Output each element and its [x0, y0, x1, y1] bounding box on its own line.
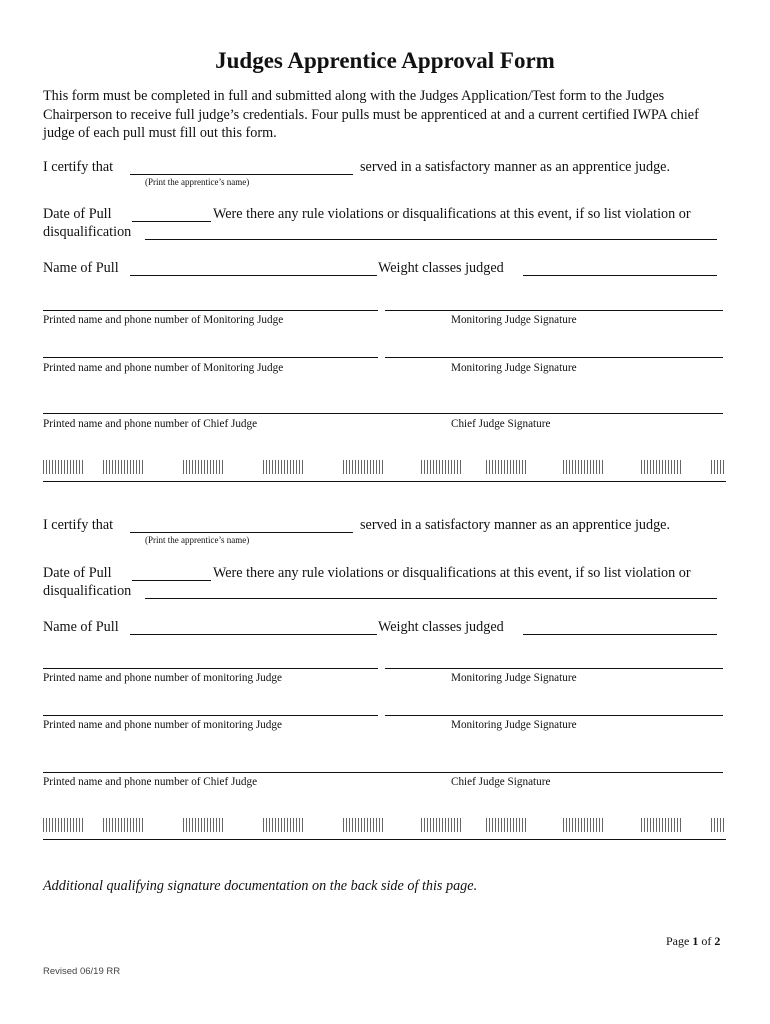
chief-judge-field[interactable]: [43, 413, 723, 414]
page-title: Judges Apprentice Approval Form: [215, 48, 555, 73]
name-of-pull-label: Name of Pull: [43, 260, 119, 276]
monitor1-name-label: Printed name and phone number of Monitoring Judge: [43, 314, 284, 326]
page-total: 2: [714, 934, 721, 948]
monitor2-signature-field[interactable]: [385, 715, 723, 716]
page-prefix: Page: [666, 934, 690, 948]
section-divider: [43, 839, 726, 840]
monitor2-name-label: Printed name and phone number of monitoring Judge: [43, 719, 282, 731]
name-of-pull-field[interactable]: [130, 275, 377, 276]
print-name-hint: (Print the apprentice’s name): [145, 535, 250, 545]
date-of-pull-field[interactable]: [132, 580, 211, 581]
disqualification-label: disqualification: [43, 224, 132, 240]
chief-name-label: Printed name and phone number of Chief Judge: [43, 776, 258, 788]
monitor1-signature-field[interactable]: [385, 310, 723, 311]
weight-classes-label: Weight classes judged: [378, 619, 504, 635]
chief-judge-field[interactable]: [43, 772, 723, 773]
section-divider: [43, 481, 726, 482]
monitor2-name-field[interactable]: [43, 715, 378, 716]
monitor2-signature-label: Monitoring Judge Signature: [451, 362, 577, 374]
name-of-pull-field[interactable]: [130, 634, 377, 635]
disqualification-field[interactable]: [145, 598, 717, 599]
certify-suffix: served in a satisfactory manner as an apprentice judge.: [360, 159, 671, 175]
monitor1-signature-field[interactable]: [385, 668, 723, 669]
date-of-pull-label: Date of Pull: [43, 206, 112, 222]
certify-suffix: served in a satisfactory manner as an apprentice judge.: [360, 517, 671, 533]
certify-prefix: I certify that: [43, 159, 114, 175]
cut-line-decoration: [43, 818, 726, 832]
monitor1-name-field[interactable]: [43, 310, 378, 311]
page-of: of: [701, 934, 712, 948]
date-of-pull-label: Date of Pull: [43, 565, 112, 581]
name-of-pull-label: Name of Pull: [43, 619, 119, 635]
apprentice-name-field[interactable]: [130, 174, 353, 175]
weight-classes-label: Weight classes judged: [378, 260, 504, 276]
date-of-pull-field[interactable]: [132, 221, 211, 222]
revision-note: Revised 06/19 RR: [43, 966, 121, 977]
certify-prefix: I certify that: [43, 517, 114, 533]
monitor2-signature-field[interactable]: [385, 357, 723, 358]
chief-signature-label: Chief Judge Signature: [451, 418, 551, 430]
intro-paragraph: This form must be completed in full and submitted along with the Judges Application/Test form to the Judges Chairperson to receive full judge’s credentials. Four pulls must be apprenticed at and a current certified IWPA chief judge of each pull must fill out this form.: [43, 88, 699, 141]
violations-question: Were there any rule violations or disqualifications at this event, if so list violation or: [213, 206, 691, 222]
chief-name-label: Printed name and phone number of Chief Judge: [43, 418, 258, 430]
monitor2-name-field[interactable]: [43, 357, 378, 358]
monitor2-signature-label: Monitoring Judge Signature: [451, 719, 577, 731]
apprentice-name-field[interactable]: [130, 532, 353, 533]
chief-signature-label: Chief Judge Signature: [451, 776, 551, 788]
page-current: 1: [692, 934, 699, 948]
disqualification-field[interactable]: [145, 239, 717, 240]
monitor1-name-label: Printed name and phone number of monitoring Judge: [43, 672, 282, 684]
weight-classes-field[interactable]: [523, 634, 717, 635]
monitor2-name-label: Printed name and phone number of Monitoring Judge: [43, 362, 284, 374]
monitor1-signature-label: Monitoring Judge Signature: [451, 314, 577, 326]
additional-documentation-note: Additional qualifying signature documentation on the back side of this page.: [43, 878, 478, 894]
page-number: [666, 934, 720, 949]
violations-question: Were there any rule violations or disqualifications at this event, if so list violation or: [213, 565, 691, 581]
weight-classes-field[interactable]: [523, 275, 717, 276]
disqualification-label: disqualification: [43, 583, 132, 599]
print-name-hint: (Print the apprentice’s name): [145, 177, 250, 187]
monitor1-signature-label: Monitoring Judge Signature: [451, 672, 577, 684]
cut-line-decoration: [43, 460, 726, 474]
monitor1-name-field[interactable]: [43, 668, 378, 669]
